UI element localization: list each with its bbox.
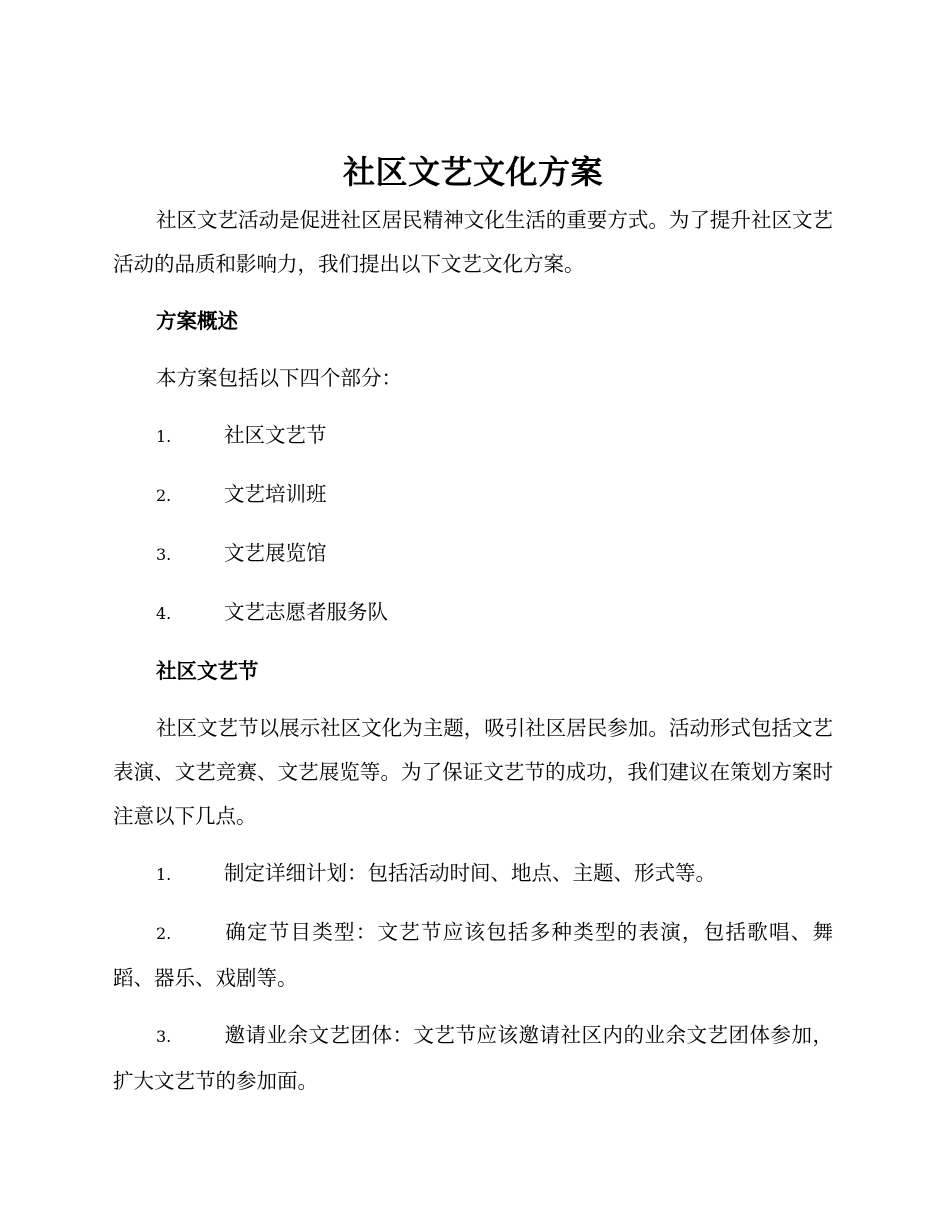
list-number: 2. bbox=[156, 486, 172, 505]
document-title: 社区文艺文化方案 bbox=[342, 153, 603, 191]
list-text: 文艺培训班 bbox=[224, 482, 327, 506]
list-number: 2. bbox=[156, 924, 172, 943]
list-text: 文艺志愿者服务队 bbox=[224, 600, 388, 624]
overview-lead: 本方案包括以下四个部分： bbox=[156, 366, 402, 390]
overview-item bbox=[113, 413, 833, 459]
list-number: 1. bbox=[156, 427, 172, 446]
point-text: 制定详细计划：包括活动时间、地点、主题、形式等。 bbox=[224, 861, 716, 885]
intro-paragraph: 社区文艺活动是促进社区居民精神文化生活的重要方式。为了提升社区文艺活动的品质和影响力，我们提出以下文艺文化方案。 bbox=[113, 208, 833, 276]
point-text: 邀请业余文艺团体：文艺节应该邀请社区内的业余文艺团体参加，扩大文艺节的参加面。 bbox=[113, 1023, 833, 1093]
overview-item bbox=[113, 590, 833, 636]
overview-heading: 方案概述 bbox=[156, 309, 238, 333]
document-page bbox=[113, 146, 833, 1116]
overview-item bbox=[113, 531, 833, 577]
overview-item bbox=[113, 472, 833, 518]
list-number: 1. bbox=[156, 865, 172, 884]
list-number: 4. bbox=[156, 604, 172, 623]
list-number: 3. bbox=[156, 1027, 172, 1046]
festival-point bbox=[113, 910, 833, 1000]
list-number: 3. bbox=[156, 545, 172, 564]
point-text: 确定节目类型：文艺节应该包括多种类型的表演，包括歌唱、舞蹈、器乐、戏剧等。 bbox=[113, 920, 833, 990]
list-text: 社区文艺节 bbox=[224, 423, 327, 447]
festival-point bbox=[113, 851, 833, 897]
festival-heading: 社区文艺节 bbox=[156, 659, 259, 683]
festival-point bbox=[113, 1013, 833, 1103]
festival-paragraph: 社区文艺节以展示社区文化为主题，吸引社区居民参加。活动形式包括文艺表演、文艺竞赛、文艺展览等。为了保证文艺节的成功，我们建议在策划方案时注意以下几点。 bbox=[113, 716, 833, 828]
list-text: 文艺展览馆 bbox=[224, 541, 327, 565]
